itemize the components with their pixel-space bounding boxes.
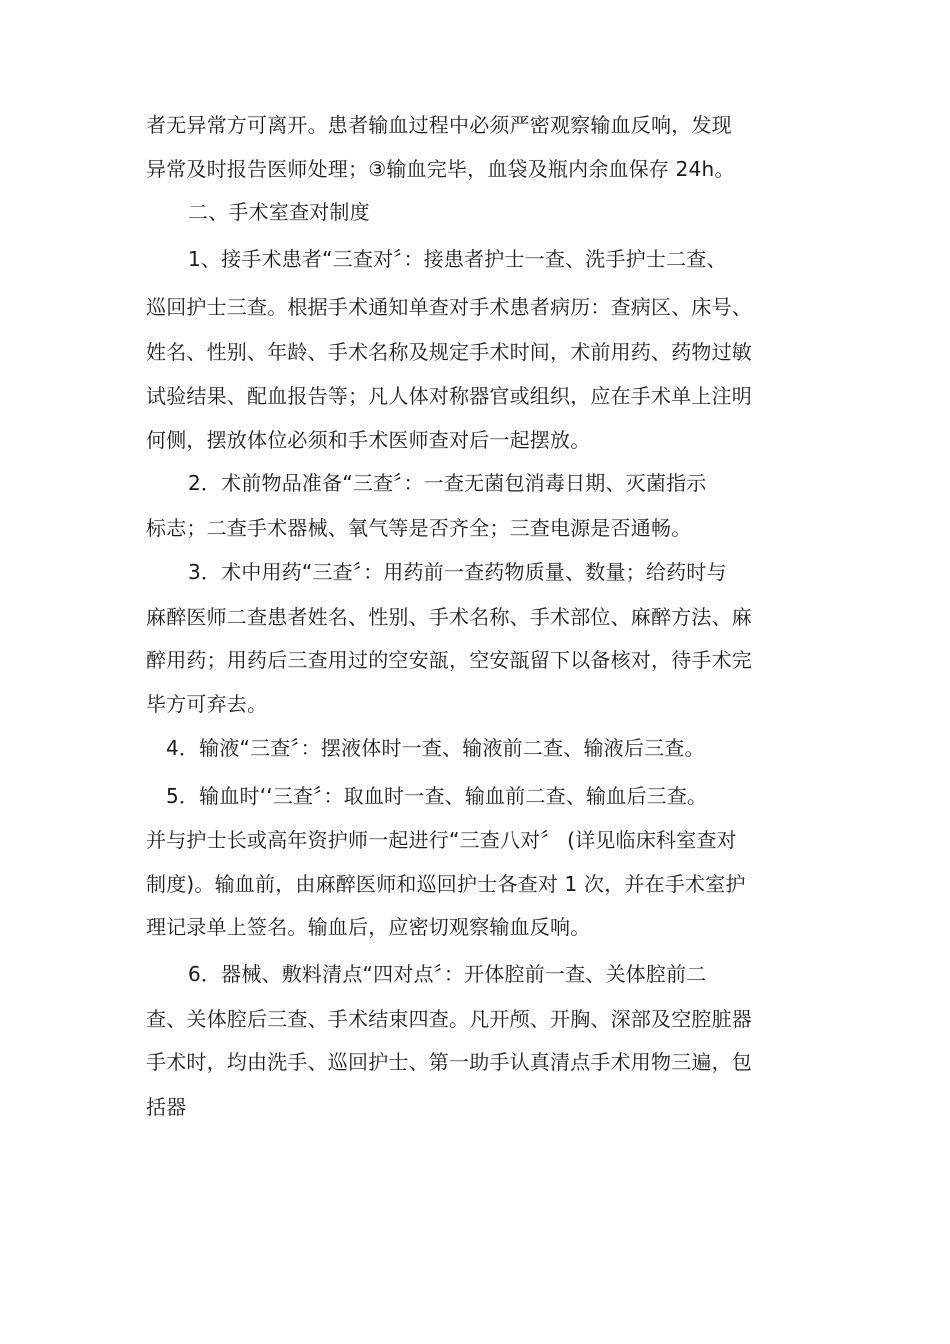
text-line-16: 5．输血时‘‘三查〞：取血时一查、输血前二查、输血后三查。 xyxy=(166,784,708,808)
text-line-18: 制度)。输血前，由麻醉医师和巡回护士各查对 1 次，并在手术室护 xyxy=(146,872,746,896)
text-line-6: 姓名、性别、年龄、手术名称及规定手术时间，术前用药、药物过敏 xyxy=(146,340,752,364)
text-line-1: 者无异常方可离开。患者输血过程中必须严密观察输血反响，发现 xyxy=(146,113,732,137)
text-line-20: 6．器械、敷料清点“四对点〞：开体腔前一查、关体腔前二 xyxy=(188,962,707,986)
text-line-21: 查、关体腔后三查、手术结束四查。凡开颅、开胸、深部及空腔脏器 xyxy=(146,1007,752,1031)
text-line-23: 括器 xyxy=(146,1095,187,1119)
text-line-15: 4．输液“三查〞：摆液体时一查、输液前二查、输液后三查。 xyxy=(166,736,705,760)
text-line-7: 试验结果、配血报告等；凡人体对称器官或组织，应在手术单上注明 xyxy=(146,384,752,408)
text-line-9: 2．术前物品准备“三查〞：一查无菌包消毒日期、灭菌指示 xyxy=(188,471,707,495)
text-line-2: 异常及时报告医师处理；③输血完毕，血袋及瓶内余血保存 24h。 xyxy=(146,157,735,181)
text-line-8: 何侧，摆放体位必须和手术医师查对后一起摆放。 xyxy=(146,428,591,452)
text-line-11: 3．术中用药“三查〞：用药前一查药物质量、数量；给药时与 xyxy=(188,560,727,584)
text-line-13: 醉用药；用药后三查用过的空安瓿，空安瓿留下以备核对，待手术完 xyxy=(146,648,752,672)
text-line-12: 麻醉医师二查患者姓名、性别、手术名称、手术部位、麻醉方法、麻 xyxy=(146,605,752,629)
text-line-10: 标志；二查手术器械、氧气等是否齐全；三查电源是否通畅。 xyxy=(146,516,692,540)
text-line-19: 理记录单上签名。输血后，应密切观察输血反响。 xyxy=(146,915,591,939)
text-line-5: 巡回护士三查。根据手术通知单查对手术患者病历：查病区、床号、 xyxy=(146,295,752,319)
section-heading: 二、手术室查对制度 xyxy=(188,200,370,224)
text-line-22: 手术时，均由洗手、巡回护士、第一助手认真清点手术用物三遍，包 xyxy=(146,1050,752,1074)
text-line-17: 并与护士长或高年资护师一起进行“三查八对〞 (详见临床科室查对 xyxy=(146,828,737,852)
text-line-4: 1、接手术患者“三查对〞：接患者护士一查、洗手护士二查、 xyxy=(188,247,727,271)
text-line-14: 毕方可弃去。 xyxy=(146,692,268,716)
